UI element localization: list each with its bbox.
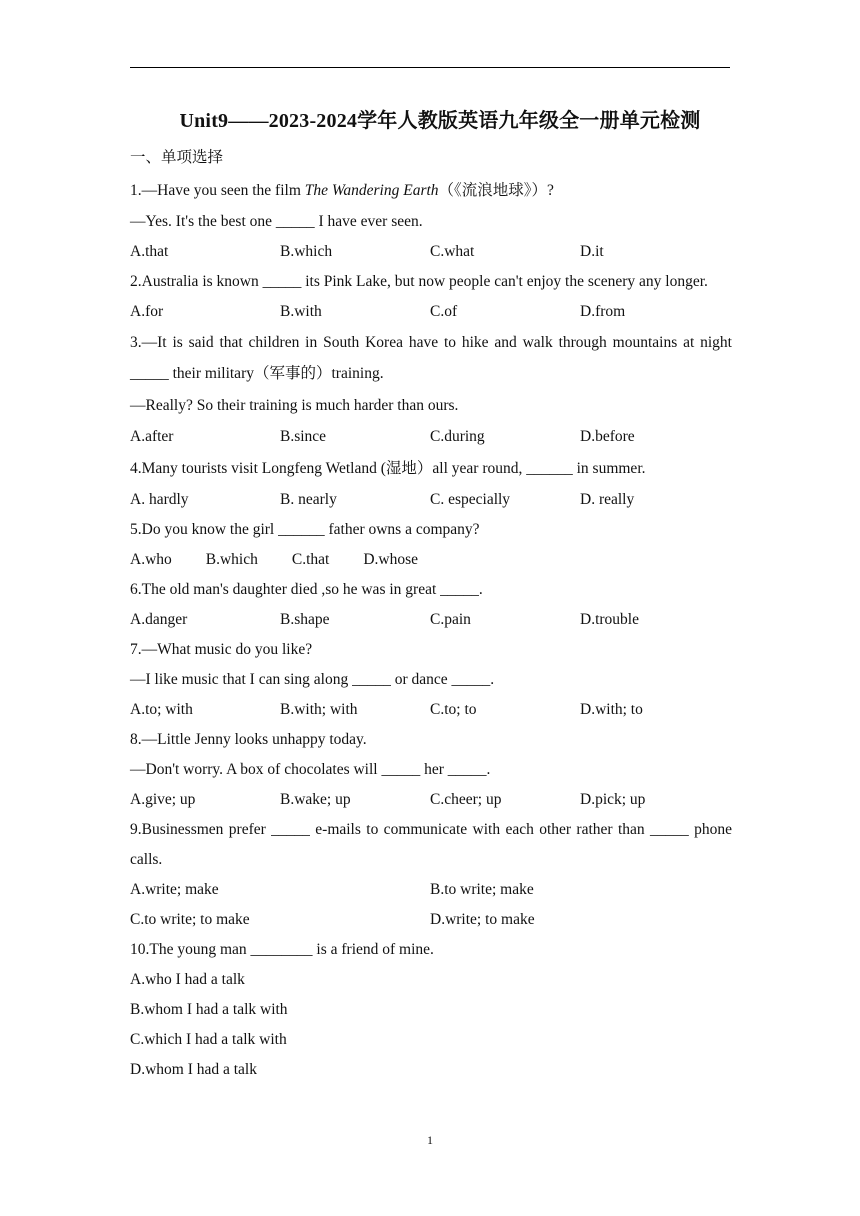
question-8-answer-line: —Don't worry. A box of chocolates will _____ her _____. — [130, 761, 491, 778]
option-b[interactable]: B.which — [205, 551, 258, 568]
question-1 — [130, 174, 732, 207]
section-heading: 一、单项选择 — [130, 149, 224, 166]
question-2: 2.Australia is known _____ its Pink Lake, but now people can't enjoy the scenery any longer. — [130, 273, 708, 290]
option-b[interactable]: B.which — [280, 243, 333, 260]
question-3-options — [130, 422, 732, 452]
option-c[interactable]: C. especially — [430, 491, 511, 508]
option-d[interactable]: D.from — [580, 303, 626, 320]
question-9-options-row-2 — [130, 905, 732, 935]
page-title: Unit9——2023-2024学年人教版英语九年级全一册单元检测 — [179, 110, 701, 132]
question-1-options — [130, 237, 732, 267]
option-c[interactable]: C.to; to — [430, 701, 477, 718]
option-a[interactable]: A.give; up — [130, 791, 196, 808]
option-a[interactable]: A.danger — [130, 611, 188, 628]
question-7-options — [130, 695, 732, 725]
question-7-answer-line: —I like music that I can sing along _____ or dance _____. — [130, 671, 495, 688]
page-number: 1 — [427, 1133, 433, 1147]
option-a[interactable]: A.to; with — [130, 701, 193, 718]
question-6: 6.The old man's daughter died ,so he was in great _____. — [130, 581, 483, 598]
option-d[interactable]: D. really — [580, 491, 635, 508]
option-d[interactable]: D.whom I had a talk — [130, 1061, 257, 1078]
option-b[interactable]: B.wake; up — [280, 791, 351, 808]
option-c[interactable]: C.during — [430, 428, 485, 445]
option-b[interactable]: B.with; with — [280, 701, 358, 718]
question-1-suffix: （《流浪地球》）? — [438, 182, 554, 199]
question-5: 5.Do you know the girl ______ father owns a company? — [130, 521, 480, 538]
question-2-options — [130, 297, 732, 327]
question-7: 7.—What music do you like? — [130, 641, 313, 658]
question-3-answer-line: —Really? So their training is much harder than ours. — [130, 397, 459, 414]
question-list — [130, 142, 732, 1085]
option-d[interactable]: D.whose — [363, 551, 419, 568]
option-b[interactable]: B.whom I had a talk with — [130, 1001, 288, 1018]
question-4-options — [130, 485, 732, 515]
option-c[interactable]: C.pain — [430, 611, 471, 628]
option-c[interactable]: C.cheer; up — [430, 791, 502, 808]
option-d[interactable]: D.it — [580, 243, 604, 260]
option-b[interactable]: B. nearly — [280, 491, 337, 508]
option-c[interactable]: C.what — [430, 243, 475, 260]
option-c[interactable]: C.that — [291, 551, 330, 568]
question-8-options — [130, 785, 732, 815]
option-c[interactable]: C.which I had a talk with — [130, 1031, 287, 1048]
option-a[interactable]: A.who I had a talk — [130, 971, 245, 988]
question-3: 3.—It is said that children in South Korea have to hike and walk through mountains at night _____ their military（军事的）training. — [130, 334, 732, 382]
option-d[interactable]: D.write; to make — [430, 911, 535, 928]
question-1-prefix: 1.—Have you seen the film — [130, 182, 305, 199]
option-b[interactable]: B.shape — [280, 611, 330, 628]
question-10: 10.The young man ________ is a friend of mine. — [130, 941, 434, 958]
option-d[interactable]: D.trouble — [580, 611, 639, 628]
option-a[interactable]: A.that — [130, 243, 169, 260]
option-a[interactable]: A.for — [130, 303, 164, 320]
option-b[interactable]: B.to write; make — [430, 881, 534, 898]
question-4: 4.Many tourists visit Longfeng Wetland (湿地）all year round, ______ in summer. — [130, 460, 646, 477]
question-9: 9.Businessmen prefer _____ e-mails to communicate with each other rather than _____ phone calls. — [130, 821, 732, 868]
option-d[interactable]: D.before — [580, 428, 635, 445]
option-d[interactable]: D.with; to — [580, 701, 643, 718]
option-c[interactable]: C.of — [430, 303, 458, 320]
question-8: 8.—Little Jenny looks unhappy today. — [130, 731, 367, 748]
option-d[interactable]: D.pick; up — [580, 791, 646, 808]
option-a[interactable]: A.write; make — [130, 881, 219, 898]
header-rule — [130, 67, 730, 68]
option-b[interactable]: B.since — [280, 428, 327, 445]
question-1-answer-line: —Yes. It's the best one _____ I have ever seen. — [130, 213, 423, 230]
film-title: The Wandering Earth — [304, 182, 439, 199]
option-b[interactable]: B.with — [280, 303, 322, 320]
question-5-options — [130, 545, 732, 575]
question-6-options — [130, 605, 732, 635]
option-a[interactable]: A. hardly — [130, 491, 189, 508]
option-c[interactable]: C.to write; to make — [130, 911, 250, 928]
option-a[interactable]: A.after — [130, 428, 174, 445]
question-9-options-row-1 — [130, 875, 732, 905]
option-a[interactable]: A.who — [130, 551, 172, 568]
